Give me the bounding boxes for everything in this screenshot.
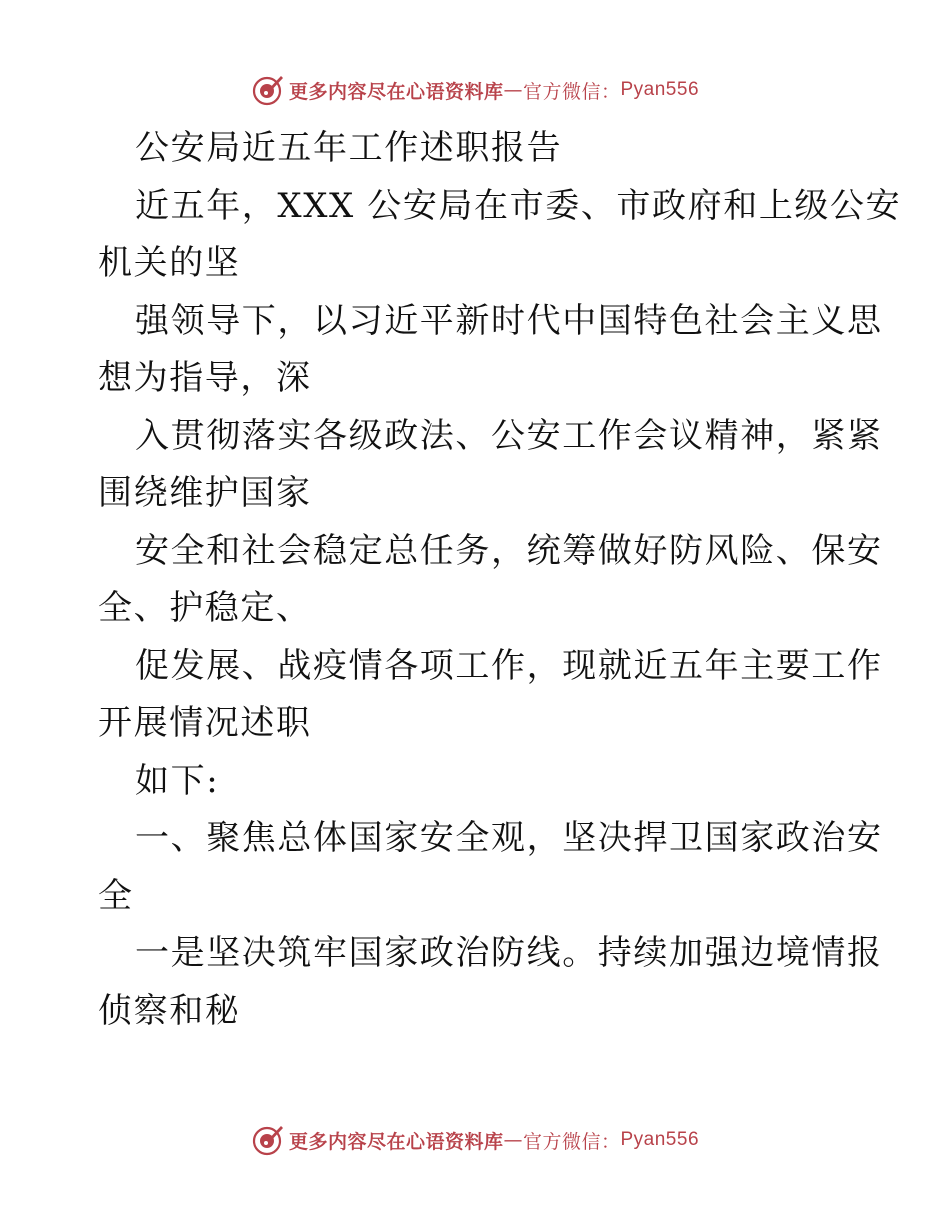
doc-line: 入贯彻落实各级政法、公安工作会议精神，紧紧 — [135, 415, 883, 456]
doc-line: 促发展、战疫情各项工作，现就近五年主要工作 — [135, 645, 883, 686]
doc-line: 如下: — [135, 760, 220, 801]
section-heading: 一、聚焦总体国家安全观，坚决捍卫国家政治安 — [135, 818, 883, 858]
pen-seal-logo-icon — [251, 73, 285, 107]
header-contact-label: 官方微信： — [522, 80, 621, 103]
footer-contact-label: 官方微信： — [522, 1130, 621, 1153]
header-brand-text: 更多内容尽在心语资料库 — [288, 80, 504, 103]
document-body — [98, 120, 902, 1040]
header-dash: — — [503, 79, 523, 101]
footer-brand-text: 更多内容尽在心语资料库 — [288, 1130, 504, 1153]
header-watermark — [0, 72, 950, 108]
doc-line: 想为指导，深 — [98, 358, 312, 398]
doc-line: 机关的坚 — [98, 243, 241, 283]
doc-line: 全、护稳定、 — [98, 588, 312, 628]
footer-watermark — [0, 1122, 950, 1158]
doc-line: 近五年，XXX 公安局在市委、市政府和上级公安 — [135, 185, 902, 226]
footer-contact-id: Pyan556 — [620, 1129, 700, 1150]
doc-line: 一是坚决筑牢国家政治防线。持续加强边境情报 — [135, 933, 883, 973]
doc-line: 安全和社会稳定总任务，统筹做好防风险、保安 — [135, 530, 883, 571]
doc-line: 开展情况述职 — [98, 703, 312, 743]
doc-title: 公安局近五年工作述职报告 — [135, 128, 563, 168]
header-contact-id: Pyan556 — [620, 79, 700, 100]
doc-line: 围绕维护国家 — [98, 473, 312, 513]
footer-dash: — — [503, 1129, 523, 1151]
doc-line: 强领导下，以习近平新时代中国特色社会主义思 — [135, 300, 883, 341]
section-heading-cont: 全 — [98, 875, 134, 916]
pen-seal-logo-icon — [251, 1123, 285, 1157]
doc-line: 侦察和秘 — [98, 990, 241, 1031]
